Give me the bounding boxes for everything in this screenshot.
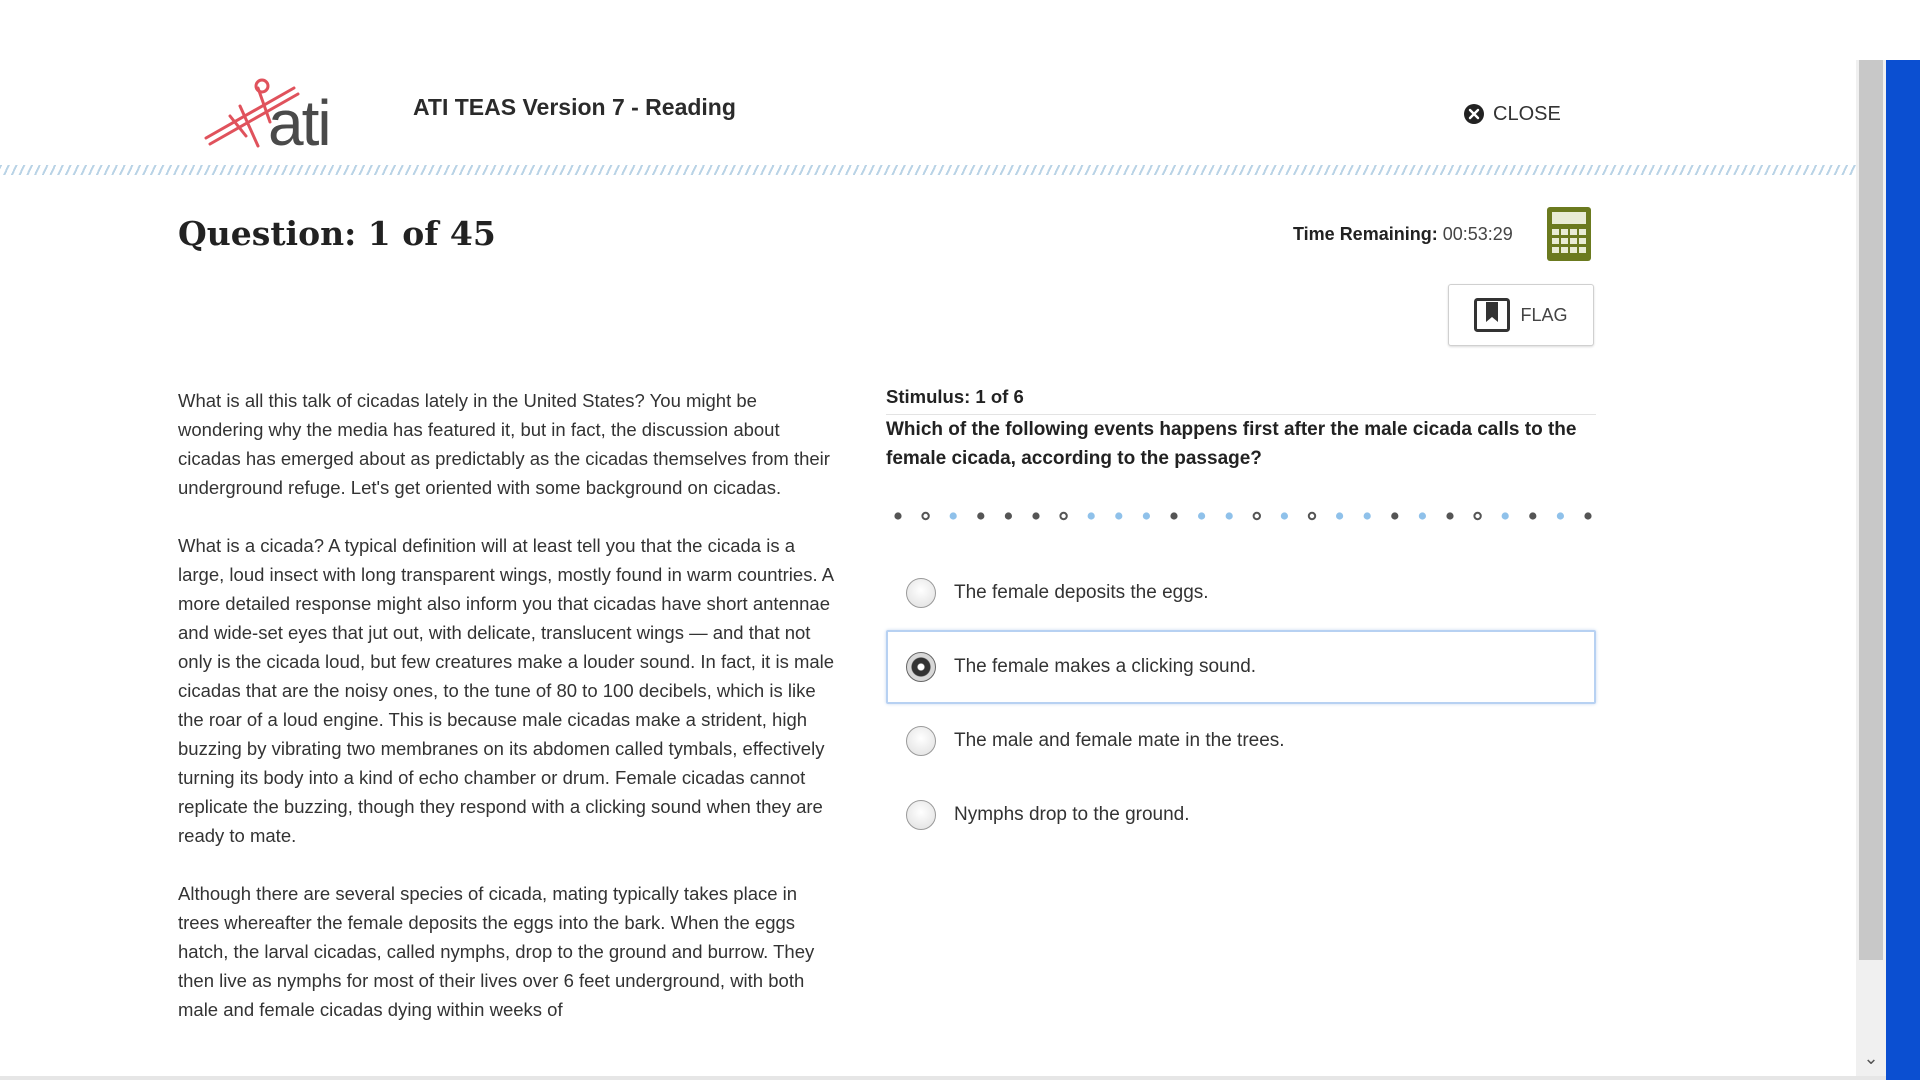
progress-dot [1391,512,1398,519]
progress-dot [894,512,901,519]
progress-dot [1005,512,1012,519]
answer-list [886,556,1596,852]
progress-dot [1281,512,1288,519]
radio-button[interactable] [906,726,936,756]
progress-dot [1143,512,1150,519]
radio-button[interactable] [906,800,936,830]
progress-dot [1474,513,1480,519]
progress-dot [950,512,957,519]
answer-option-b[interactable] [886,630,1596,704]
progress-dot [1529,512,1536,519]
header-divider [0,165,1856,175]
progress-dot [1419,512,1426,519]
radio-button[interactable] [906,578,936,608]
side-accent-bar [1886,60,1920,1080]
answer-option-a[interactable] [886,556,1596,630]
question-counter: Question: 1 of 45 [178,214,496,253]
time-remaining [1293,224,1513,245]
close-button[interactable] [1463,100,1561,128]
progress-dot [922,513,928,519]
stimulus-counter: Stimulus: 1 of 6 [886,386,1596,415]
answer-option-c[interactable] [886,704,1596,778]
progress-dot [1060,513,1066,519]
bookmark-flag-icon [1474,298,1510,332]
radio-button-selected[interactable] [906,652,936,682]
progress-dot [1557,512,1564,519]
progress-dot [1336,512,1343,519]
answer-label: The female deposits the eggs. [954,582,1209,603]
progress-dot [1502,512,1509,519]
passage-paragraph: What is a cicada? A typical definition will at least tell you that the cicada is a large, loud insect with long transparent wings, mostly found in warm countries. A more detailed response might also inform you that cicadas have short antennae and wide-set eyes that jut out, with delicate, translucent wings — and that not only is the cicada loud, but few creatures make a louder sound. In fact, it is male cicadas that are the noisy ones, to the tune of 80 to 100 decibels, which is like the roar of a loud engine. This is because male cicadas make a strident, high buzzing by vibrating two membranes on its abdomen called tymbals, effectively turning its body into a kind of echo chamber or drum. Female cicadas cannot replicate the buzzing, though they respond with a clicking sound when they are ready to mate. [178,535,835,846]
reading-passage [178,386,838,1076]
question-prompt: Which of the following events happens first after the male cicada calls to the female cicada, according to the passage? [886,419,1577,469]
scrollbar-thumb[interactable] [1859,60,1883,960]
passage-paragraph: Although there are several species of cicada, mating typically takes place in trees whereafter the female deposits the eggs into the bark. When the eggs hatch, the larval cicadas, called nymphs, drop to the ground and burrow. They then live as nymphs for most of their lives over 6 feet underground, with both male and female cicadas dying within weeks of [178,883,815,1020]
progress-dot [1254,513,1260,519]
answer-option-d[interactable] [886,778,1596,852]
close-label: CLOSE [1493,102,1561,125]
answer-label: The female makes a clicking sound. [954,656,1257,677]
chevron-down-icon[interactable]: ⌄ [1863,1048,1879,1068]
progress-dot [1032,512,1039,519]
flag-label: FLAG [1520,304,1568,325]
progress-dots [894,509,1594,523]
progress-dot [1115,512,1122,519]
progress-dot [1170,512,1177,519]
passage-paragraph: What is all this talk of cicadas lately in the United States? You might be wondering why the media has featured it, but in fact, the discussion about cicadas has emerged about as predictably as the cicadas themselves from their underground refuge. Let's get oriented with some background on cicadas. [178,390,830,498]
progress-dot [1088,512,1095,519]
close-circle-icon [1463,103,1485,125]
calculator-icon[interactable] [1546,206,1592,262]
progress-dot [977,512,984,519]
answer-label: The male and female mate in the trees. [954,730,1285,751]
progress-dot [1364,512,1371,519]
progress-dot [1226,512,1233,519]
logo-text: ati [268,87,330,159]
time-remaining-value: 00:53:29 [1442,224,1513,244]
progress-dot [1309,513,1315,519]
bottom-edge [0,1076,1886,1080]
time-remaining-label: Time Remaining: [1293,224,1438,244]
exam-title: ATI TEAS Version 7 - Reading [413,94,736,120]
answer-label: Nymphs drop to the ground. [954,804,1190,825]
progress-dot [1446,512,1453,519]
progress-dot [1584,512,1591,519]
progress-dot [1198,512,1205,519]
flag-button[interactable] [1448,284,1594,346]
